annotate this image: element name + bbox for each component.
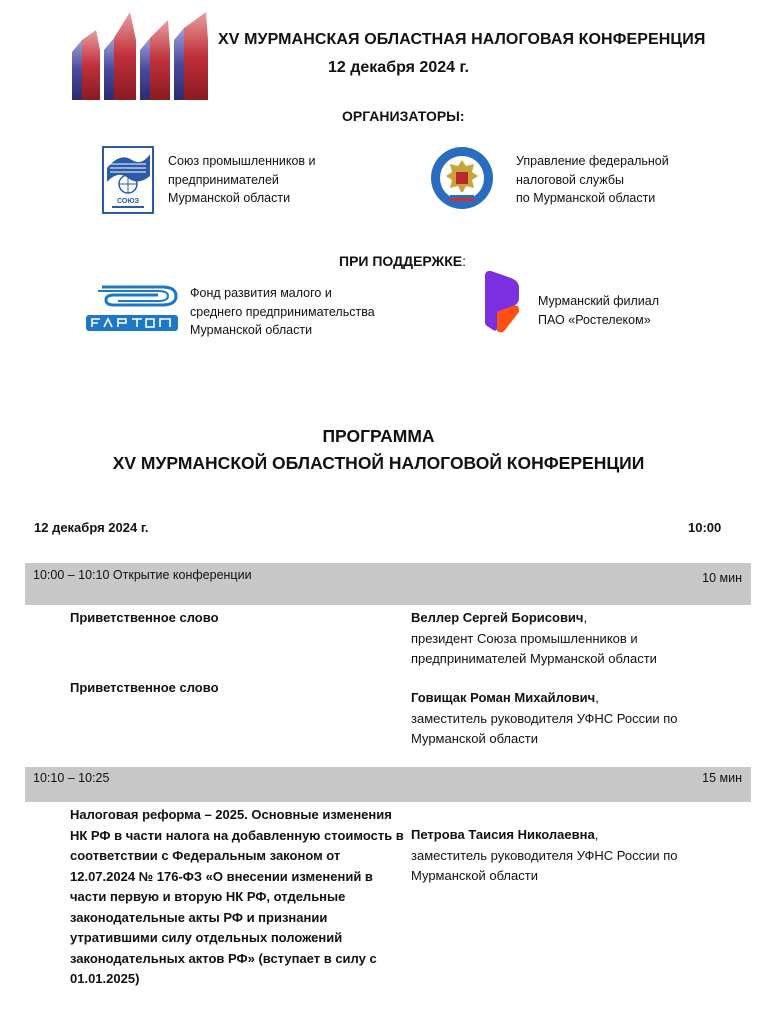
organizer-sojuz-text: Союз промышленников и предпринимателей Мурманской области	[168, 154, 316, 205]
speaker-name: Веллер Сергей Борисович	[411, 610, 584, 625]
rostelecom-logo	[481, 268, 523, 334]
fond-fartop-logo	[84, 283, 180, 333]
session-band	[25, 767, 751, 802]
speaker-role: заместитель руководителя УФНС России по Мурманской области	[411, 847, 678, 883]
conference-title: XV МУРМАНСКАЯ ОБЛАСТНАЯ НАЛОГОВАЯ КОНФЕРЕНЦИЯ	[218, 31, 706, 48]
speaker-name: Говищак Роман Михайлович	[411, 690, 596, 705]
talk-topic	[70, 805, 404, 990]
talk-speaker	[411, 825, 741, 887]
program-title-line2: XV МУРМАНСКОЙ ОБЛАСТНОЙ НАЛОГОВОЙ КОНФЕРЕНЦИИ	[112, 453, 645, 473]
support-heading	[339, 253, 466, 269]
session-duration: 15 мин	[702, 771, 742, 785]
organizers-heading: ОРГАНИЗАТОРЫ:	[342, 108, 465, 124]
fns-emblem-logo	[430, 146, 494, 210]
conference-date: 12 декабря 2024 г.	[328, 59, 469, 76]
session-time: 10:10 – 10:25	[33, 771, 110, 785]
program-date: 12 декабря 2024 г.	[34, 520, 149, 535]
talk-topic: Приветственное слово	[70, 610, 219, 625]
talk-topic: Приветственное слово	[70, 680, 219, 695]
session-time: 10:00 – 10:10 Открытие конференции	[33, 568, 252, 582]
talk-speaker	[411, 608, 741, 670]
support-heading-colon: :	[462, 253, 466, 269]
program-start-time: 10:00	[688, 520, 722, 535]
support-heading-label: ПРИ ПОДДЕРЖКЕ	[339, 253, 463, 269]
conference-logo	[70, 10, 210, 104]
speaker-name: Петрова Таисия Николаевна	[411, 827, 595, 842]
speaker-role: президент Союза промышленников и предпринимателей Мурманской области	[411, 630, 657, 666]
sojuz-logo-text: СОЮЗ	[117, 198, 139, 205]
sojuz-promyshlennikov-logo	[102, 146, 154, 214]
talk-speaker	[411, 688, 741, 750]
speaker-name-suffix: ,	[595, 690, 599, 705]
support-fond-text: Фонд развития малого и среднего предпринимательства Мурманской области	[190, 286, 375, 337]
organizer-fns-text: Управление федеральной налоговой службы по Мурманской области	[516, 154, 669, 205]
talk-topic-main: Налоговая реформа – 2025. Основные изменения НК РФ в части налога на добавленную стоимость в соответствии с Федеральным законом от 12.07.2024 № 176-ФЗ «О внесении изменений в части первую и вторую НК РФ, отдельные законодательные акты РФ и признании утратившими силу отдельных положений законодательных актов РФ»	[70, 807, 404, 966]
session-duration: 10 мин	[702, 571, 742, 585]
talk-topic-tail: (вступает в силу с 01.01.2025)	[70, 950, 377, 986]
program-title-line1: ПРОГРАММА	[322, 426, 435, 446]
support-rostelecom-text: Мурманский филиал ПАО «Ростелеком»	[538, 294, 660, 327]
speaker-name-suffix: ,	[594, 827, 599, 842]
speaker-role: заместитель руководителя УФНС России по Мурманской области	[411, 710, 678, 746]
session-band	[25, 563, 751, 605]
speaker-name-suffix: ,	[583, 610, 588, 625]
